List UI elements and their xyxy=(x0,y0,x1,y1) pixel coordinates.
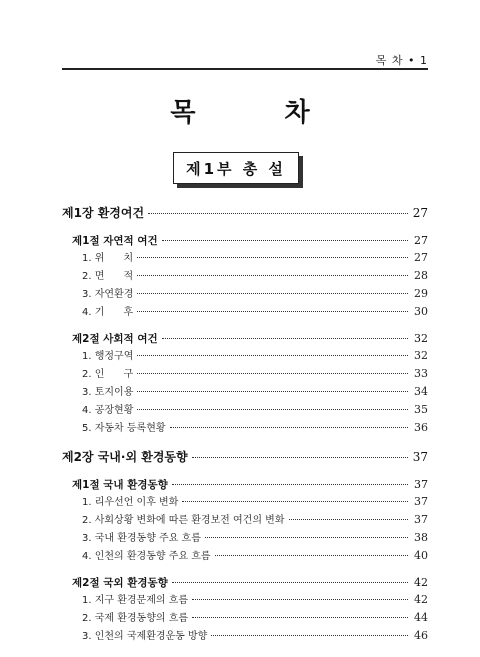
toc-label: 3. 국내 환경동향 주요 흐름 xyxy=(82,533,201,544)
toc-page: 46 xyxy=(414,629,428,642)
toc-page: 27 xyxy=(414,234,428,247)
toc-label: 제2장 국내·외 환경동향 xyxy=(62,450,188,464)
part-title: 제1부 총 설 xyxy=(186,159,286,178)
toc-page: 44 xyxy=(414,611,428,624)
toc-page: 36 xyxy=(414,421,428,434)
dot-leader xyxy=(205,537,408,538)
dot-leader xyxy=(211,635,408,636)
toc-label: 2. 국제 환경동향의 흐름 xyxy=(82,613,189,624)
toc-item[interactable] xyxy=(62,592,428,609)
toc-item[interactable] xyxy=(62,250,428,267)
running-header: 목 차 • 1 xyxy=(375,54,428,67)
toc-item[interactable] xyxy=(62,420,428,437)
dot-leader xyxy=(137,293,408,294)
toc-label: 2. 사회상황 변화에 따른 환경보전 여건의 변화 xyxy=(82,515,285,526)
toc-label: 1. 위 치 xyxy=(82,253,134,264)
toc-label: 4. 공장현황 xyxy=(82,405,134,416)
toc-label: 3. 인천의 국제환경운동 방향 xyxy=(82,631,208,642)
dot-leader xyxy=(137,275,408,276)
toc-label: 4. 기 후 xyxy=(82,307,134,318)
dot-leader xyxy=(172,484,408,485)
toc-page: 29 xyxy=(414,287,428,300)
toc-label: 1. 행정구역 xyxy=(82,351,134,362)
toc-item[interactable] xyxy=(62,384,428,401)
toc-item[interactable] xyxy=(62,494,428,511)
toc-page: 27 xyxy=(414,251,428,264)
toc-item[interactable] xyxy=(62,628,428,645)
toc-chapter-2[interactable] xyxy=(62,449,428,465)
toc-label: 5. 자동차 등록현황 xyxy=(82,423,166,434)
spacer xyxy=(62,438,428,449)
toc-page: 32 xyxy=(414,332,428,345)
toc-page: 37 xyxy=(414,513,428,526)
dot-leader xyxy=(137,355,408,356)
toc-item[interactable] xyxy=(62,304,428,321)
toc-section-2-2[interactable] xyxy=(62,575,428,591)
dot-leader xyxy=(137,409,408,410)
toc-chapter-1[interactable] xyxy=(62,205,428,221)
toc-page: 38 xyxy=(414,531,428,544)
dot-leader xyxy=(148,213,408,214)
toc-item[interactable] xyxy=(62,512,428,529)
dot-leader xyxy=(192,617,408,618)
toc-item[interactable] xyxy=(62,286,428,303)
toc-section-1-2[interactable] xyxy=(62,331,428,347)
dot-leader xyxy=(172,582,408,583)
toc-page: 37 xyxy=(414,495,428,508)
toc-label: 2. 인 구 xyxy=(82,369,134,380)
dot-leader xyxy=(289,519,409,520)
toc-label: 제1절 자연적 여건 xyxy=(72,235,158,247)
dot-leader xyxy=(137,373,408,374)
toc-page: 35 xyxy=(414,403,428,416)
toc-section-1-1[interactable] xyxy=(62,233,428,249)
toc-page: 32 xyxy=(414,349,428,362)
toc-section-2-1[interactable] xyxy=(62,477,428,493)
dot-leader xyxy=(137,257,408,258)
dot-leader xyxy=(192,457,408,458)
toc-label: 2. 면 적 xyxy=(82,271,134,282)
toc-label: 4. 인천의 환경동향 주요 흐름 xyxy=(82,551,211,562)
toc-label: 제1절 국내 환경동향 xyxy=(72,479,168,491)
toc-item[interactable] xyxy=(62,548,428,565)
dot-leader xyxy=(162,338,408,339)
toc-item[interactable] xyxy=(62,610,428,627)
dot-leader xyxy=(137,391,408,392)
toc-label: 1. 리우선언 이후 변화 xyxy=(82,497,179,508)
toc-page: 34 xyxy=(414,385,428,398)
toc-page: 40 xyxy=(414,549,428,562)
toc-item[interactable] xyxy=(62,402,428,419)
toc-page: 37 xyxy=(414,478,428,491)
toc-item[interactable] xyxy=(62,268,428,285)
toc-page: 30 xyxy=(414,305,428,318)
toc-page: 42 xyxy=(414,576,428,589)
spacer xyxy=(62,566,428,575)
header-rule xyxy=(62,68,428,70)
toc-label: 3. 토지이용 xyxy=(82,387,134,398)
toc-page: 28 xyxy=(414,269,428,282)
toc-label: 3. 자연환경 xyxy=(82,289,134,300)
table-of-contents xyxy=(62,205,428,646)
toc-item[interactable] xyxy=(62,366,428,383)
toc-page: 27 xyxy=(412,206,428,220)
dot-leader xyxy=(192,599,408,600)
toc-label: 제2절 국외 환경동향 xyxy=(72,577,168,589)
dot-leader xyxy=(215,555,408,556)
toc-item[interactable] xyxy=(62,530,428,547)
toc-page: 37 xyxy=(412,450,428,464)
dot-leader xyxy=(162,240,408,241)
dot-leader xyxy=(182,501,408,502)
toc-label: 1. 지구 환경문제의 흐름 xyxy=(82,595,189,606)
toc-label: 제1장 환경여건 xyxy=(62,206,145,220)
page-title: 목 차 xyxy=(170,98,350,128)
toc-page: 33 xyxy=(414,367,428,380)
part-title-box xyxy=(173,152,299,184)
dot-leader xyxy=(137,311,408,312)
toc-page: 42 xyxy=(414,593,428,606)
toc-label: 제2절 사회적 여건 xyxy=(72,333,158,345)
dot-leader xyxy=(170,427,408,428)
spacer xyxy=(62,322,428,331)
toc-item[interactable] xyxy=(62,348,428,365)
